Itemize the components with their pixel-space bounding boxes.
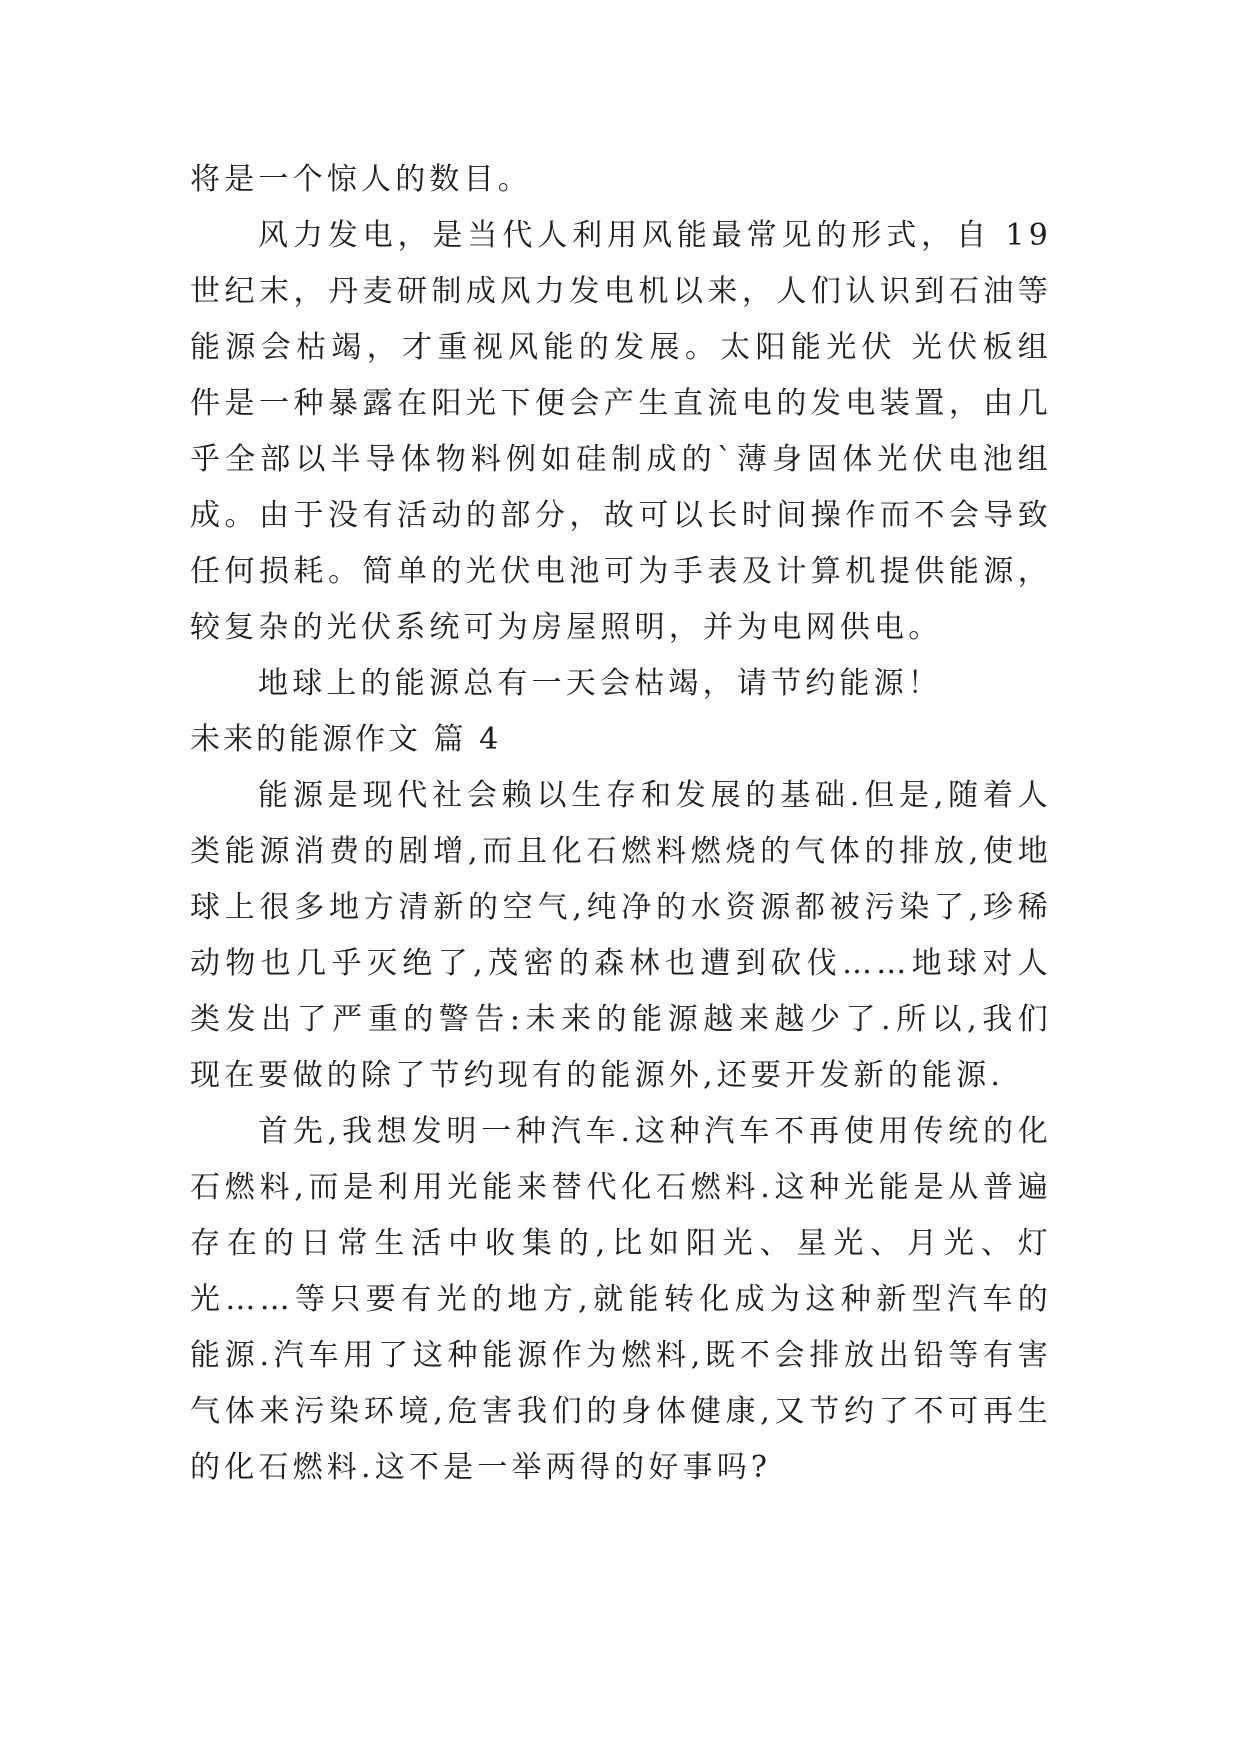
paragraph-energy-foundation: 能源是现代社会赖以生存和发展的基础.但是,随着人类能源消费的剧增,而且化石燃料燃烧的气体的排放,使地球上很多地方清新的空气,纯净的水资源都被污染了,珍稀动物也几乎灭绝了,茂密的森林也遭到砍伐……地球对人类发出了严重的警告:未来的能源越来越少了.所以,我们现在要做的除了节约现有的能源外,还要开发新的能源. xyxy=(190,778,1052,1093)
section-heading: 未来的能源作文 篇 4 xyxy=(190,722,502,757)
paragraph-continued: 将是一个惊人的数目。 xyxy=(190,162,532,197)
paragraph-wind-solar: 风力发电，是当代人利用风能最常见的形式，自 19 世纪末，丹麦研制成风力发电机以来，人们认识到石油等能源会枯竭，才重视风能的发展。太阳能光伏 光伏板组件是一种暴露在阳光下便会产生直流电的发电装置，由几乎全部以半导体物料例如硅制成的`薄身固体光伏电池组成。由于没有活动的部分，故可以长时间操作而不会导致任何损耗。简单的光伏电池可为手表及计算机提供能源，较复杂的光伏系统可为房屋照明，并为电网供电。 xyxy=(190,218,1052,645)
document-body xyxy=(190,152,1052,1496)
paragraph-solar-car: 首先,我想发明一种汽车.这种汽车不再使用传统的化石燃料,而是利用光能来替代化石燃料.这种光能是从普遍存在的日常生活中收集的,比如阳光、星光、月光、灯光……等只要有光的地方,就能转化成为这种新型汽车的能源.汽车用了这种能源作为燃料,既不会排放出铅等有害气体来污染环境,危害我们的身体健康,又节约了不可再生的化石燃料.这不是一举两得的好事吗? xyxy=(190,1114,1052,1485)
paragraph-save-energy: 地球上的能源总有一天会枯竭，请节约能源！ xyxy=(258,666,942,701)
